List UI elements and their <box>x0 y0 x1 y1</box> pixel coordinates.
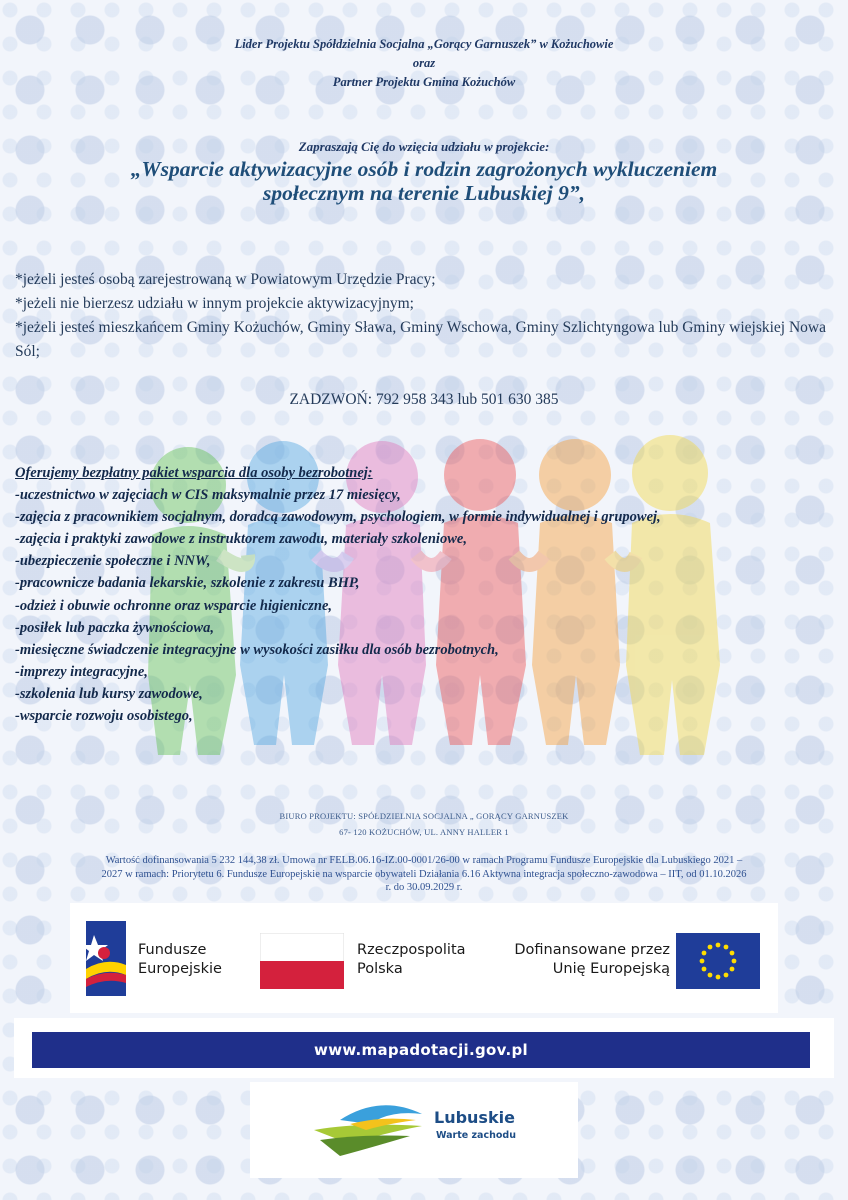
fe-text-line2: Europejskie <box>138 961 222 977</box>
lubuskie-tagline: Warte zachodu <box>436 1130 516 1141</box>
eu-flag-icon <box>676 933 760 989</box>
eu-cofinanced-text <box>482 941 670 979</box>
fundusze-europejskie-flag-icon <box>86 921 126 996</box>
condition-item: *jeżeli nie bierzesz udziału w innym projekcie aktywizacyjnym; <box>15 295 414 312</box>
url-band <box>14 1018 834 1078</box>
funding-line: r. do 30.09.2029 r. <box>385 882 463 893</box>
offer-item: -odzież i obuwie ochronne oraz wsparcie higieniczne, <box>15 597 333 614</box>
phone-line: ZADZWOŃ: 792 958 343 lub 501 630 385 <box>289 391 559 408</box>
project-title-line1: „Wsparcie aktywizacyjne osób i rodzin zagrożonych wykluczeniem <box>130 157 718 181</box>
offer-item: -zajęcia z pracownikiem socjalnym, doradcą zawodowym, psychologiem, w formie indywidualnej i grupowej, <box>15 509 661 526</box>
polish-flag-icon <box>260 933 344 989</box>
eu-text-line2: Unię Europejską <box>552 961 670 977</box>
fe-logo-text <box>138 941 222 979</box>
offer-item: -imprezy integracyjne, <box>15 663 148 680</box>
offer-heading: Oferujemy bezpłatny pakiet wsparcia dla osoby bezrobotnej: <box>15 465 373 481</box>
offer-item: -zajęcia i praktyki zawodowe z instruktorem zawodu, materiały szkoleniowe, <box>15 531 467 548</box>
condition-item: *jeżeli jesteś mieszkańcem Gminy Kożuchów, Gminy Sława, Gminy Wschowa, Gminy Szlichtyngowa lub Gminy wiejskiej Nowa Sól; <box>15 319 827 360</box>
lubuskie-logo-box <box>250 1082 578 1178</box>
offer-item: -pracownicze badania lekarskie, szkolenie z zakresu BHP, <box>15 575 360 592</box>
eu-text-line1: Dofinansowane przez <box>514 942 670 958</box>
rp-logo-text <box>357 941 466 979</box>
mapadotacji-url[interactable]: www.mapadotacji.gov.pl <box>32 1032 810 1068</box>
offer-item: -miesięczne świadczenie integracyjne w wysokości zasiłku dla osób bezrobotnych, <box>15 641 499 658</box>
lubuskie-name: Lubuskie <box>434 1108 515 1127</box>
eu-logos-strip <box>70 903 778 1013</box>
offer-item: -uczestnictwo w zajęciach w CIS maksymalnie przez 17 miesięcy, <box>15 487 401 504</box>
office-line1: BIURO PROJEKTU: SPÓŁDZIELNIA SOCJALNA „ GORĄCY GARNUSZEK <box>279 811 569 821</box>
offer-item: -wsparcie rozwoju osobistego, <box>15 708 193 725</box>
condition-item: *jeżeli jesteś osobą zarejestrowaną w Powiatowym Urzędzie Pracy; <box>15 271 436 288</box>
rp-text-line2: Polska <box>357 961 403 977</box>
office-address: 67- 120 KOŻUCHÓW, UL. ANNY HALLER 1 <box>339 827 509 837</box>
and-line: oraz <box>412 56 436 70</box>
lubuskie-wave-logo <box>310 1100 426 1162</box>
offer-item: -ubezpieczenie społeczne i NNW, <box>15 553 211 570</box>
funding-info <box>40 854 808 895</box>
funding-line: 2027 w ramach: Priorytetu 6. Fundusze Europejskie na wsparcie obywateli Działania 6.16 Aktywna integracja społeczno-zawodowa – IIT, od 01.10.2026 <box>101 868 747 880</box>
offer-section <box>15 462 845 727</box>
project-leader-line: Lider Projektu Spółdzielnia Socjalna „Gorący Garnuszek” w Kożuchowie <box>234 37 614 51</box>
invite-lead: Zapraszają Cię do wzięcia udziału w projekcie: <box>298 139 550 154</box>
project-partner-line: Partner Projektu Gmina Kożuchów <box>332 75 516 89</box>
rp-text-line1: Rzeczpospolita <box>357 942 466 958</box>
offer-item: -szkolenia lub kursy zawodowe, <box>15 685 203 702</box>
offer-item: -posiłek lub paczka żywnościowa, <box>15 619 214 636</box>
project-title-line2: społecznym na terenie Lubuskiej 9”, <box>263 181 585 205</box>
funding-line: Wartość dofinansowania 5 232 144,38 zł. Umowa nr FELB.06.16-IZ.00-0001/26-00 w ramach Programu Fundusze Europejskie dla Lubuskiego 2021 – <box>105 855 743 866</box>
eligibility-conditions <box>15 268 835 364</box>
fe-text-line1: Fundusze <box>138 942 207 958</box>
